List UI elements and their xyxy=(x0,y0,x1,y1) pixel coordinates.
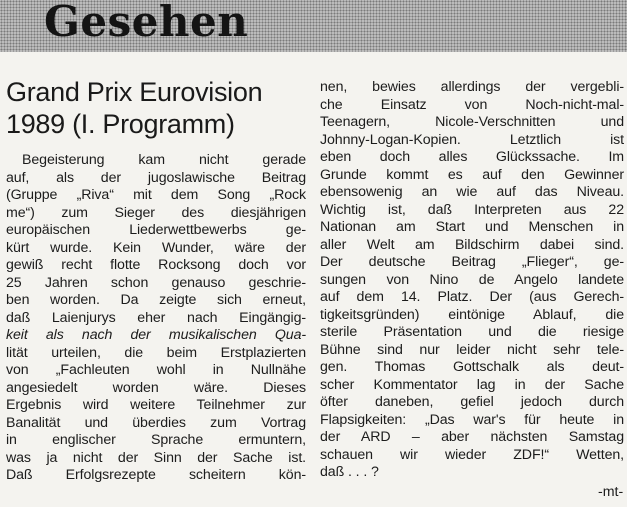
text-line: angesiedelt worden wäre. Dieses xyxy=(6,379,306,396)
text-line: aller Welt am Bildschirm dabei sind. xyxy=(320,236,624,253)
text-line: gewiß recht flotte Rocksong doch vor xyxy=(6,257,306,273)
text-line: schauen wir wieder ZDF!“ Wetten, xyxy=(320,446,624,463)
text-line: was ja nicht der Sinn der Sache ist. xyxy=(6,449,306,466)
headline-line: Grand Prix Eurovision xyxy=(6,77,263,107)
text-line: Begeisterung kam nicht gerade xyxy=(22,152,306,168)
text-line: daß . . . ? xyxy=(320,464,379,480)
text-line: nen, bewies allerdings der vergebli- xyxy=(320,79,624,95)
text-line: auf, als der jugoslawische Beitrag xyxy=(6,169,306,186)
text-line: Bühne sind nur leider nicht sehr tele- xyxy=(320,341,624,358)
text-line: kürt wurde. Kein Wunder, wäre der xyxy=(6,239,306,256)
text-line: che Einsatz von Noch-nicht-mal- xyxy=(320,96,624,113)
text-line: ebensowenig an wie auf das Niveau. xyxy=(320,184,624,200)
text-line: Der deutsche Beitrag „Flieger“, ge- xyxy=(320,254,624,270)
text-line: sterile Präsentation und die riesige xyxy=(320,324,624,340)
article-headline xyxy=(6,76,306,140)
text-line: Flapsigkeiten: „Das war's für heute in xyxy=(320,411,624,428)
text-line: Nationan am Start und Menschen in xyxy=(320,219,624,235)
text-line: keit als nach der musikalischen Qua- xyxy=(6,327,306,343)
text-line: europäischen Liederwettbewerbs ge- xyxy=(6,222,306,238)
text-line: sungen von Nino de Angelo landete xyxy=(320,271,624,288)
text-line: auf dem 14. Platz. Der (aus Gerech- xyxy=(320,289,624,305)
text-line: gen. Thomas Gottschalk als deut- xyxy=(320,359,624,375)
text-line: eben doch alles Glückssache. Im xyxy=(320,149,624,165)
text-line: Banalität und überdies zum Vortrag xyxy=(6,414,306,431)
text-line: Johnny-Logan-Kopien. Letztlich ist xyxy=(320,131,624,148)
text-line: der ARD – aber nächsten Samstag xyxy=(320,429,624,445)
text-line: ben worden. Da zeigte sich erneut, xyxy=(6,292,306,308)
article-column-right xyxy=(320,79,624,482)
text-line: scher Kommentator lag in der Sache xyxy=(320,376,624,393)
text-line: Teenagern, Nicole-Verschnitten und xyxy=(320,114,624,130)
text-line: 25 Jahren schon genauso geschrie- xyxy=(6,274,306,291)
text-line: (Gruppe „Riva“ mit dem Song „Rock xyxy=(6,187,306,203)
author-signature: -mt- xyxy=(598,484,624,500)
text-line: in englischer Sprache ermuntern, xyxy=(6,432,306,448)
text-line: Ergebnis wird weitere Teilnehmer zur xyxy=(6,397,306,413)
text-line: Daß Erfolgsrezepte scheitern kön- xyxy=(6,467,306,483)
section-title: Gesehen xyxy=(44,0,249,46)
headline-line: 1989 (I. Programm) xyxy=(6,109,235,139)
text-line: Grunde kommt es auf den Gewinner xyxy=(320,166,624,183)
text-line: öfter daneben, gefiel jedoch durch xyxy=(320,394,624,410)
text-line: Wichtig ist, daß Interpreten aus 22 xyxy=(320,201,624,218)
text-line: me“) zum Sieger des diesjährigen xyxy=(6,204,306,221)
article-column-left xyxy=(6,152,306,485)
text-line: daß Laienjurys eher nach Eingängig- xyxy=(6,309,306,326)
text-line: von „Fachleuten wohl in Nullnähe xyxy=(6,362,306,378)
text-line: lität urteilen, die beim Erstplazierten xyxy=(6,344,306,361)
text-line: tigkeitsgründen) eintönige Ablauf, die xyxy=(320,306,624,323)
